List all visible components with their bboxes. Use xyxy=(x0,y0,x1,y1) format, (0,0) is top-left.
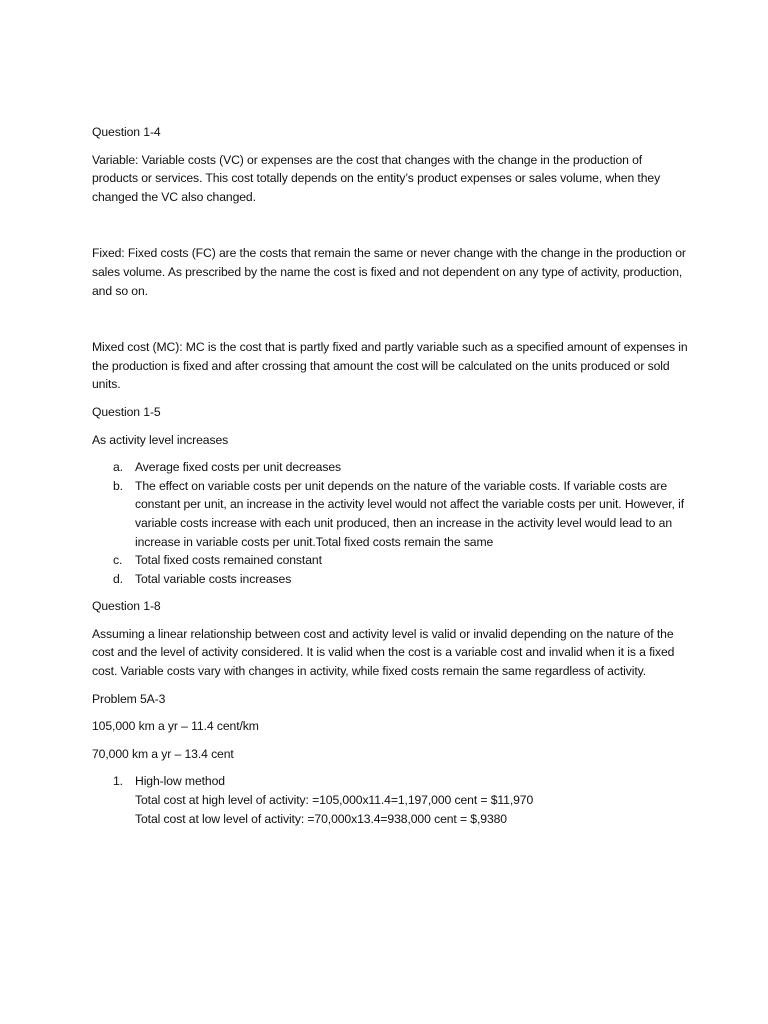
high-activity-line: 105,000 km a yr – 11.4 cent/km xyxy=(92,719,259,734)
list-marker: c. xyxy=(113,553,123,568)
question-1-5-intro: As activity level increases xyxy=(92,432,229,447)
method-list xyxy=(92,772,688,828)
list-item xyxy=(92,551,688,570)
list-item-text: The effect on variable costs per unit depends on the nature of the variable costs. If variable costs are constant per unit, an increase in the activity level would not affect the variable costs per unit. However, if variable costs increase with each unit produced, then an increase in the activity level would lead to an increase in variable costs per unit.Total fixed costs remain the same xyxy=(135,478,685,549)
list-marker: d. xyxy=(113,571,123,586)
variable-cost-paragraph: Variable: Variable costs (VC) or expenses are the cost that changes with the change in the production of products or services. This cost totally depends on the entity’s product expenses or sales volume, when they changed the VC also changed. xyxy=(92,152,661,204)
activity-level-list xyxy=(92,458,688,588)
question-1-8-body: Assuming a linear relationship between cost and activity level is valid or invalid depending on the nature of the cost and the level of activity considered. It is valid when the cost is a variable cost and invalid when it is a fixed cost. Variable costs vary with changes in activity, while fixed costs remain the same regardless of activity. xyxy=(92,626,675,679)
mixed-cost-paragraph: Mixed cost (MC): MC is the cost that is partly fixed and partly variable such as a specified amount of expenses in the production is fixed and after crossing that amount the cost will be calculated on the units produced or sold units. xyxy=(92,340,688,392)
list-item xyxy=(92,570,688,589)
list-item-text: Total variable costs increases xyxy=(135,571,292,586)
high-level-total-cost: Total cost at high level of activity: =105,000x11.4=1,197,000 cent = $11,970 xyxy=(135,793,534,808)
method-title: High-low method xyxy=(135,774,225,789)
problem-5a-3-heading: Problem 5A-3 xyxy=(92,691,166,706)
fixed-cost-paragraph: Fixed: Fixed costs (FC) are the costs that remain the same or never change with the change in the production or sales volume. As prescribed by the name the cost is fixed and not dependent on any type of activity, production, and so on. xyxy=(92,246,686,298)
list-marker: 1. xyxy=(113,774,123,789)
list-item-text: Average fixed costs per unit decreases xyxy=(135,460,341,475)
question-1-5-heading: Question 1-5 xyxy=(92,404,161,419)
list-marker: b. xyxy=(113,478,123,493)
low-activity-line: 70,000 km a yr – 13.4 cent xyxy=(92,746,234,761)
list-marker: a. xyxy=(113,460,123,475)
list-item xyxy=(92,477,688,551)
question-1-4-heading: Question 1-4 xyxy=(92,125,161,139)
list-item xyxy=(92,458,688,477)
question-1-8-heading: Question 1-8 xyxy=(92,599,161,614)
list-item-text: Total fixed costs remained constant xyxy=(135,553,322,568)
low-level-total-cost: Total cost at low level of activity: =70,000x13.4=938,000 cent = $,9380 xyxy=(135,811,507,826)
list-item xyxy=(92,772,688,828)
